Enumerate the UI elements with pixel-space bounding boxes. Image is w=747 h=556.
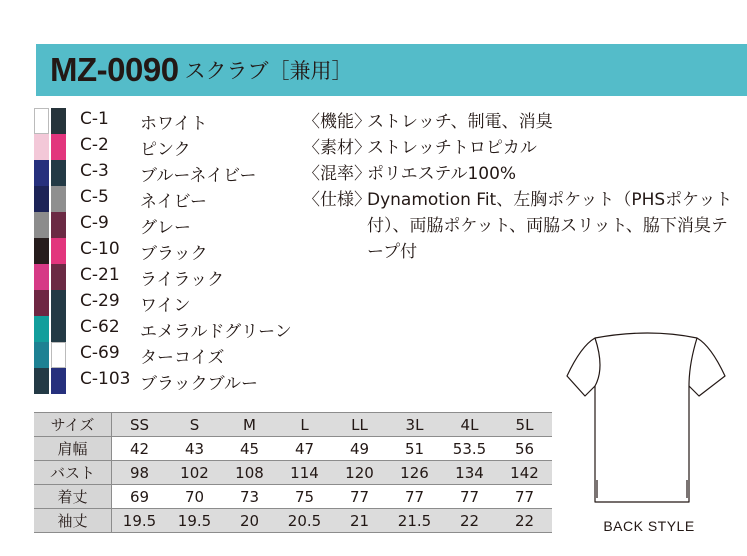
color-swatch-primary <box>34 342 49 368</box>
size-cell: M <box>222 413 277 437</box>
table-cell: 53.5 <box>442 437 497 461</box>
table-cell: 108 <box>222 461 277 485</box>
color-swatch-primary <box>34 264 49 290</box>
spec-label: 〈素材〉 <box>303 138 371 158</box>
table-cell: 21 <box>332 509 387 533</box>
spec-value: ストレッチ、制電、消臭 <box>367 112 553 132</box>
color-swatch-primary <box>34 290 49 316</box>
color-swatch-primary <box>34 108 49 134</box>
color-swatch-primary <box>34 186 49 212</box>
table-cell: 102 <box>167 461 222 485</box>
table-cell: 19.5 <box>167 509 222 533</box>
table-cell: 51 <box>387 437 442 461</box>
product-type: スクラブ［兼用］ <box>184 59 353 83</box>
color-name: ブラック <box>140 244 208 264</box>
spec-material <box>303 135 743 161</box>
size-cell: 5L <box>497 413 552 437</box>
color-code: C-29 <box>80 291 120 311</box>
color-swatch-primary <box>34 368 49 394</box>
table-cell: 22 <box>442 509 497 533</box>
color-swatch-primary <box>34 238 49 264</box>
color-code: C-3 <box>80 161 109 181</box>
table-cell: 47 <box>277 437 332 461</box>
title-band <box>36 44 747 96</box>
color-name: ブラックブルー <box>140 374 258 394</box>
table-cell: 70 <box>167 485 222 509</box>
color-code: C-5 <box>80 187 109 207</box>
table-cell: 98 <box>112 461 168 485</box>
color-code: C-9 <box>80 213 109 233</box>
color-name: ブルーネイビー <box>140 166 257 186</box>
size-cell: L <box>277 413 332 437</box>
color-name: グレー <box>140 218 191 238</box>
color-swatch-primary <box>34 316 49 342</box>
table-cell: 45 <box>222 437 277 461</box>
table-cell: 22 <box>497 509 552 533</box>
color-swatch-trim <box>51 316 66 342</box>
table-cell: 43 <box>167 437 222 461</box>
table-cell: 114 <box>277 461 332 485</box>
table-cell: 21.5 <box>387 509 442 533</box>
table-row <box>34 461 552 485</box>
color-name: ライラック <box>140 270 225 290</box>
color-swatch-primary <box>34 212 49 238</box>
row-label: バスト <box>34 461 112 485</box>
color-swatch-trim <box>51 212 66 238</box>
color-swatch-trim <box>51 368 66 394</box>
color-swatch-trim <box>51 238 66 264</box>
back-style-illustration <box>565 330 735 510</box>
size-cell: 3L <box>387 413 442 437</box>
color-swatch-trim <box>51 290 66 316</box>
size-header-row <box>34 413 552 437</box>
table-cell: 75 <box>277 485 332 509</box>
table-cell: 120 <box>332 461 387 485</box>
size-cell: LL <box>332 413 387 437</box>
color-code: C-2 <box>80 135 109 155</box>
table-cell: 49 <box>332 437 387 461</box>
color-swatch-trim <box>51 264 66 290</box>
row-label: 肩幅 <box>34 437 112 461</box>
size-header-label: サイズ <box>34 413 112 437</box>
model-number: MZ-0090 <box>50 51 179 88</box>
table-cell: 77 <box>497 485 552 509</box>
spec-value: Dynamotion Fit、左胸ポケット（PHSポケット付）、両脇ポケット、両脇スリット、脇下消臭テープ付 <box>367 190 733 262</box>
color-code: C-103 <box>80 369 131 389</box>
table-cell: 77 <box>387 485 442 509</box>
table-cell: 56 <box>497 437 552 461</box>
spec-features <box>303 187 743 265</box>
color-swatch-trim <box>51 186 66 212</box>
color-code: C-69 <box>80 343 120 363</box>
spec-value: ストレッチトロピカル <box>367 138 537 158</box>
size-cell: S <box>167 413 222 437</box>
table-cell: 126 <box>387 461 442 485</box>
table-cell: 73 <box>222 485 277 509</box>
spec-list <box>303 109 743 265</box>
row-label: 袖丈 <box>34 509 112 533</box>
color-swatch-trim <box>51 134 66 160</box>
table-cell: 77 <box>332 485 387 509</box>
color-code: C-21 <box>80 265 120 285</box>
table-row <box>34 509 552 533</box>
color-name: ピンク <box>140 140 191 160</box>
back-style-caption: BACK STYLE <box>603 518 695 534</box>
spec-label: 〈混率〉 <box>303 164 371 184</box>
color-name: ホワイト <box>140 114 208 134</box>
color-code: C-1 <box>80 109 109 129</box>
spec-label: 〈仕様〉 <box>303 190 371 210</box>
color-swatch-trim <box>51 160 66 186</box>
spec-function <box>303 109 743 135</box>
table-cell: 19.5 <box>112 509 168 533</box>
table-cell: 42 <box>112 437 168 461</box>
color-swatch-trim <box>51 108 66 134</box>
color-code: C-10 <box>80 239 120 259</box>
size-cell: SS <box>112 413 168 437</box>
table-row <box>34 485 552 509</box>
size-table <box>34 412 552 533</box>
table-cell: 20.5 <box>277 509 332 533</box>
row-label: 着丈 <box>34 485 112 509</box>
spec-value: ポリエステル100% <box>367 164 517 184</box>
table-cell: 69 <box>112 485 168 509</box>
table-cell: 20 <box>222 509 277 533</box>
color-name: ネイビー <box>140 192 207 212</box>
table-cell: 134 <box>442 461 497 485</box>
table-cell: 142 <box>497 461 552 485</box>
spec-label: 〈機能〉 <box>303 112 371 132</box>
color-name: ターコイズ <box>140 348 225 368</box>
color-code: C-62 <box>80 317 120 337</box>
table-cell: 77 <box>442 485 497 509</box>
size-cell: 4L <box>442 413 497 437</box>
color-swatch-primary <box>34 134 49 160</box>
spec-blend <box>303 161 743 187</box>
color-swatch-primary <box>34 160 49 186</box>
color-swatch-trim <box>51 342 66 368</box>
color-name: ワイン <box>140 296 191 316</box>
color-name: エメラルドグリーン <box>140 322 292 342</box>
table-row <box>34 437 552 461</box>
